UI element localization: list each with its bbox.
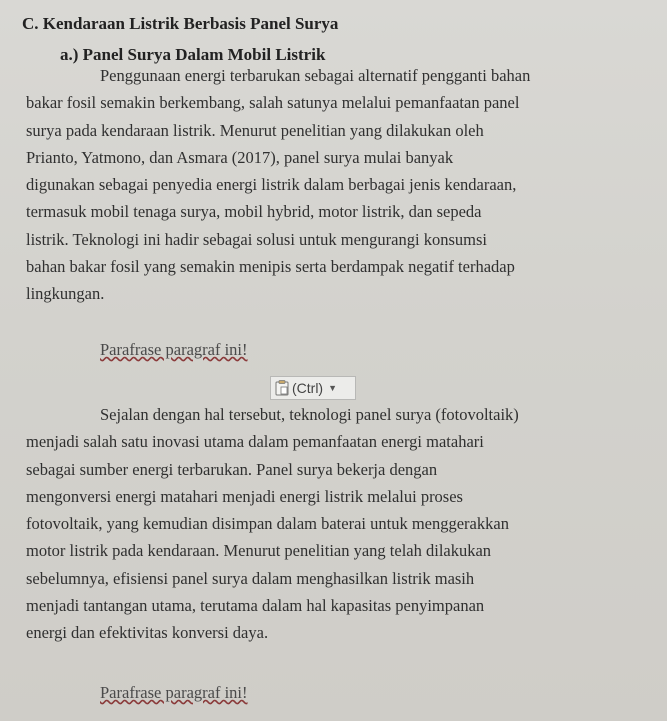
paragraph-1-line: bahan bakar fosil yang semakin menipis serta berdampak negatif terhadap (26, 257, 515, 277)
paragraph-2-line: mengonversi energi matahari menjadi energi listrik melalui proses (26, 486, 463, 506)
paste-options-button[interactable] (270, 376, 356, 400)
paragraph-1[interactable] (26, 62, 641, 308)
paragraph-1-line: listrik. Teknologi ini hadir sebagai solusi untuk mengurangi konsumsi (26, 229, 487, 249)
section-heading: C. Kendaraan Listrik Berbasis Panel Surya (22, 14, 339, 33)
paragraph-1-line: Prianto, Yatmono, dan Asmara (2017), panel surya mulai banyak (26, 147, 454, 167)
paragraph-2-line: menjadi salah satu inovasi utama dalam pemanfaatan energi matahari (26, 432, 484, 452)
paste-options-label: (Ctrl) (292, 380, 324, 396)
paragraph-1-line: bakar fosil semakin berkembang, salah satunya melalui pemanfaatan panel (26, 93, 520, 113)
paragraph-1-line: lingkungan. (26, 284, 105, 304)
paragraph-1-line: digunakan sebagai penyedia energi listrik dalam berbagai jenis kendaraan, (26, 175, 517, 195)
chevron-down-icon: ▼ (328, 383, 338, 393)
paraphrase-prompt: Parafrase paragraf ini! (100, 340, 248, 359)
paragraph-1-line: termasuk mobil tenaga surya, mobil hybrid, motor listrik, dan sepeda (26, 202, 482, 222)
paragraph-2-line: motor listrik pada kendaraan. Menurut penelitian yang telah dilakukan (26, 541, 492, 561)
subsection-heading: a.) Panel Surya Dalam Mobil Listrik (60, 45, 326, 64)
paragraph-2[interactable] (26, 401, 641, 647)
paraphrase-prompt: Parafrase paragraf ini! (100, 683, 248, 702)
paragraph-2-line: menjadi tantangan utama, terutama dalam hal kapasitas penyimpanan (26, 596, 485, 616)
paragraph-1-line: surya pada kendaraan listrik. Menurut penelitian yang dilakukan oleh (26, 120, 484, 140)
clipboard-icon (275, 380, 289, 396)
paragraph-2-line: fotovoltaik, yang kemudian disimpan dalam baterai untuk menggerakkan (26, 514, 509, 534)
paragraph-2-line: Sejalan dengan hal tersebut, teknologi panel surya (fotovoltaik) (100, 405, 519, 424)
paragraph-1-line: Penggunaan energi terbarukan sebagai alternatif pengganti bahan (100, 66, 531, 85)
paragraph-2-line: sebagai sumber energi terbarukan. Panel surya bekerja dengan (26, 459, 438, 479)
paragraph-2-line: sebelumnya, efisiensi panel surya dalam menghasilkan listrik masih (26, 568, 475, 588)
paragraph-2-line: energi dan efektivitas konversi daya. (26, 623, 269, 643)
